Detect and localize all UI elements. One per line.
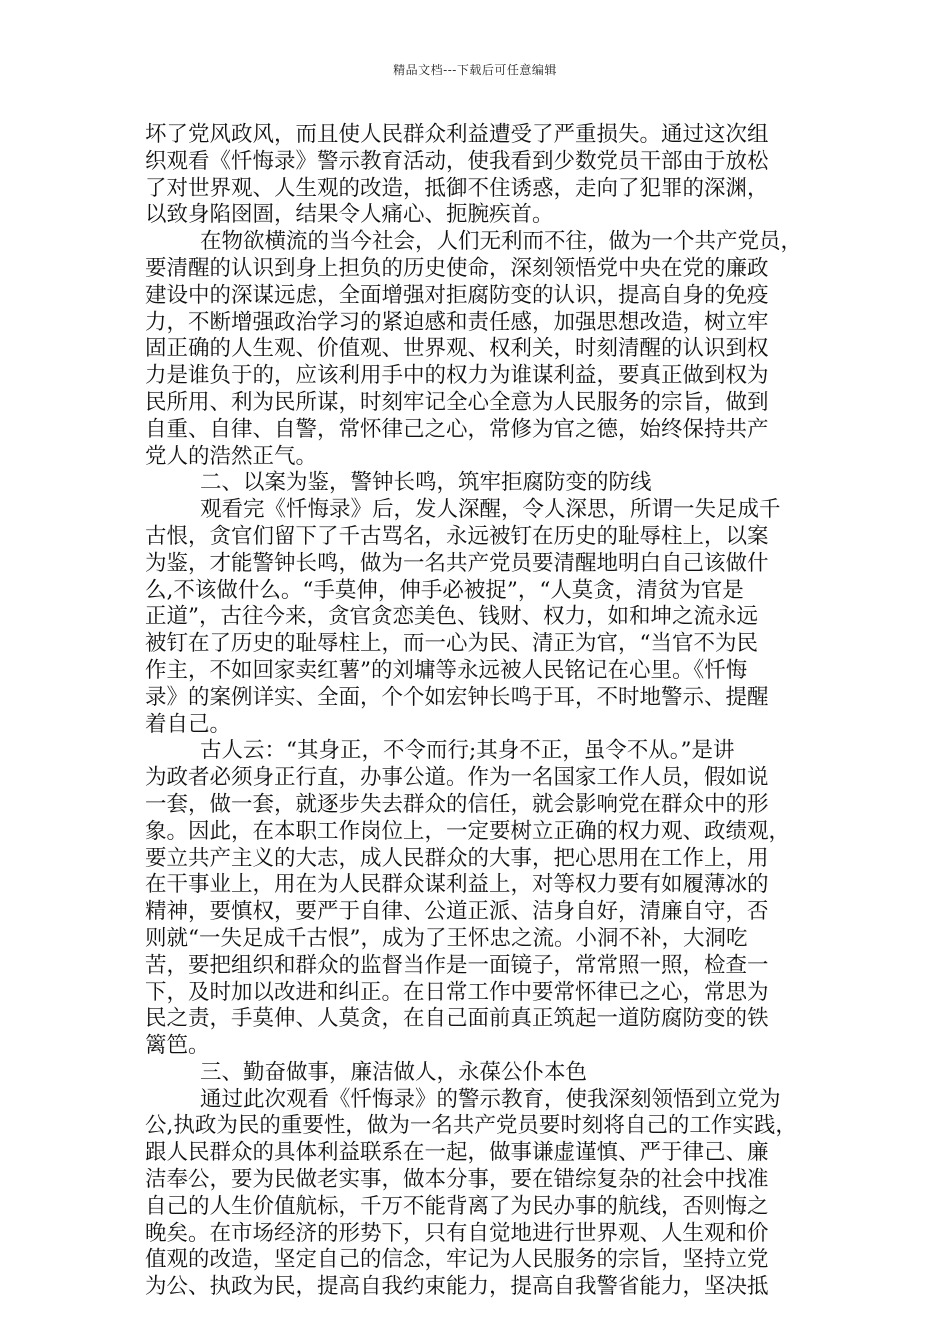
text-line: 在物欲横流的当今社会，人们无利而不往，做为一个共产党员， (200, 229, 803, 255)
text-line: 为公、执政为民，提高自我约束能力，提高自我警省能力，坚决抵 (145, 1274, 769, 1300)
text-line: 党人的浩然正气。 (145, 443, 318, 469)
text-line: 古人云：“其身正，不令而行;其身不正，虽令不从。”是讲 (200, 738, 735, 764)
text-line: 洁奉公，要为民做老实事，做本分事，要在错综复杂的社会中找准 (145, 1167, 769, 1193)
text-line: 力是谁负于的，应该利用手中的权力为谁谋利益，要真正做到权为 (145, 363, 769, 389)
text-line: 跟人民群众的具体利益联系在一起，做事谦虚谨慎、严于律己、廉 (145, 1140, 769, 1166)
text-line: 在干事业上，用在为人民群众谋利益上，对等权力要有如履薄冰的 (145, 872, 769, 898)
text-line: 力，不断增强政治学习的紧迫感和责任感，加强思想改造，树立牢 (145, 309, 769, 335)
text-line: 篱笆。 (145, 1033, 210, 1059)
text-line: 为政者必须身正行直，办事公道。作为一名国家工作人员，假如说 (145, 765, 769, 791)
text-line: 民所用、利为民所谋，时刻牢记全心全意为人民服务的宗旨，做到 (145, 389, 769, 415)
text-line: 作主，不如回家卖红薯”的刘墉等永远被人民铭记在心里。《忏悔 (145, 657, 748, 683)
text-line: 二、以案为鉴，警钟长鸣，筑牢拒腐防变的防线 (200, 470, 652, 496)
text-line: 一套，做一套，就逐步失去群众的信任，就会影响党在群众中的形 (145, 791, 769, 817)
text-line: 自己的人生价值航标，千万不能背离了为民办事的航线，否则悔之 (145, 1193, 769, 1219)
text-line: 要清醒的认识到身上担负的历史使命，深刻领悟党中央在党的廉政 (145, 255, 769, 281)
text-line: 民之责，手莫伸、人莫贪，在自己面前真正筑起一道防腐防变的铁 (145, 1006, 769, 1032)
text-line: 着自己。 (145, 711, 232, 737)
text-line: 公,执政为民的重要性，做为一名共产党员要时刻将自己的工作实践， (145, 1113, 797, 1139)
text-line: 值观的改造，坚定自己的信念，牢记为人民服务的宗旨，坚持立党 (145, 1247, 769, 1273)
text-line: 么,不该做什么。“手莫伸，伸手必被捉”，“人莫贪，清贫为官是 (145, 577, 744, 603)
text-line: 坏了党风政风，而且使人民群众利益遭受了严重损失。通过这次组 (145, 122, 769, 147)
text-line: 则就“一失足成千古恨”，成为了王怀忠之流。小洞不补，大洞吃 (145, 925, 748, 951)
text-line: 固正确的人生观、价值观、世界观、权利关，时刻清醒的认识到权 (145, 336, 769, 362)
text-line: 观看完《忏悔录》后，发人深醒，令人深思，所谓一失足成千 (200, 497, 781, 523)
text-line: 以致身陷囹圄，结果令人痛心、扼腕疾首。 (145, 202, 554, 228)
text-line: 被钉在了历史的耻辱柱上，而一心为民、清正为官，“当官不为民 (145, 631, 758, 657)
text-line: 了对世界观、人生观的改造，抵御不住诱惑，走向了犯罪的深渊， (145, 175, 769, 201)
text-line: 为鉴，才能警钟长鸣，做为一名共产党员要清醒地明白自己该做什 (145, 550, 769, 576)
text-line: 建设中的深谋远虑，全面增强对拒腐防变的认识，提高自身的免疫 (145, 282, 769, 308)
text-line: 象。因此，在本职工作岗位上，一定要树立正确的权力观、政绩观， (145, 818, 791, 844)
page-header: 精品文档---下载后可任意编辑 (393, 63, 557, 77)
text-line: 录》的案例详实、全面，个个如宏钟长鸣于耳，不时地警示、提醒 (145, 684, 769, 710)
text-line: 织观看《忏悔录》警示教育活动，使我看到少数党员干部由于放松 (145, 148, 769, 174)
text-line: 古恨，贪官们留下了千古骂名，永远被钉在历史的耻辱柱上，以案 (145, 523, 769, 549)
text-line: 晚矣。在市场经济的形势下，只有自觉地进行世界观、人生观和价 (145, 1220, 769, 1246)
text-line: 要立共产主义的大志，成人民群众的大事，把心思用在工作上，用 (145, 845, 769, 871)
text-line: 通过此次观看《忏悔录》的警示教育，使我深刻领悟到立党为 (200, 1086, 781, 1112)
text-line: 苦，要把组织和群众的监督当作是一面镜子，常常照一照，检查一 (145, 952, 769, 978)
text-line: 正道”，古往今来，贪官贪恋美色、钱财、权力，如和坤之流永远 (145, 604, 758, 630)
text-line: 精神，要慎权，要严于自律、公道正派、洁身自好，清廉自守，否 (145, 899, 769, 925)
text-line: 三、勤奋做事，廉洁做人，永葆公仆本色 (200, 1059, 588, 1085)
document-body (145, 122, 811, 1301)
text-line: 自重、自律、自警，常怀律己之心，常修为官之德，始终保持共产 (145, 416, 769, 442)
text-line: 下，及时加以改进和纠正。在日常工作中要常怀律已之心，常思为 (145, 979, 769, 1005)
